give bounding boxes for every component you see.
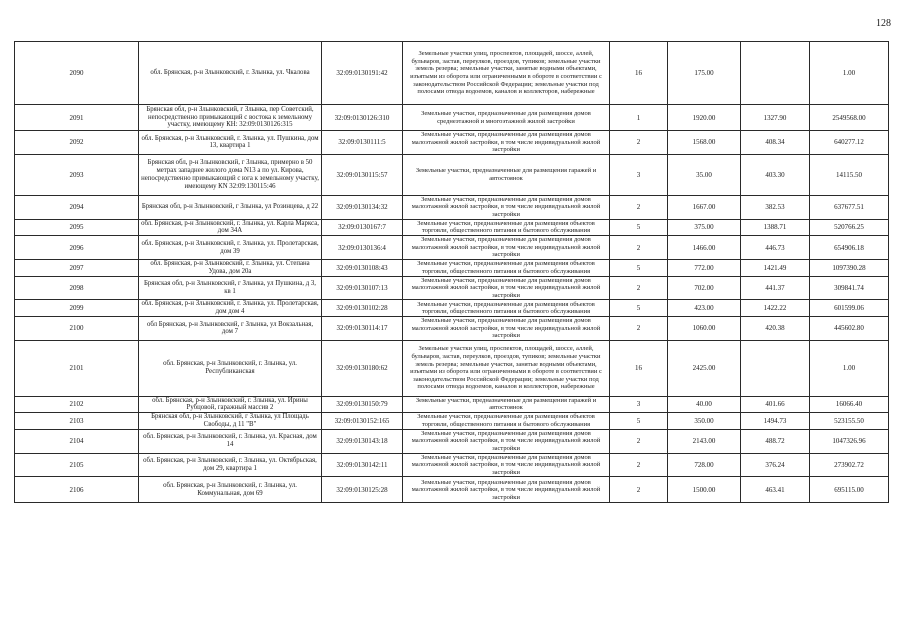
location-cell: обл. Брянская, р-н Злынковский, г. Злынка, ул. Республиканская — [139, 340, 322, 396]
rate-cell: 382.53 — [741, 195, 810, 219]
location-cell: обл. Брянская, р-н Злынковский, г. Злынка, ул. Красная, дом 14 — [139, 429, 322, 453]
row-number-cell: 2091 — [15, 105, 139, 131]
table-row — [15, 131, 889, 155]
area-cell: 350.00 — [668, 413, 741, 430]
land-use-cell: Земельные участки, предназначенные для размещения домов малоэтажной жилой застройки, в том числе индивидуальной жилой застройки — [403, 276, 610, 300]
area-cell: 175.00 — [668, 42, 741, 105]
group-cell: 5 — [610, 219, 668, 236]
cadastral-number-cell: 32:09:0130114:17 — [322, 316, 403, 340]
rate-cell — [741, 42, 810, 105]
cadastral-number-cell: 32:09:0130115:57 — [322, 154, 403, 195]
area-cell: 1060.00 — [668, 316, 741, 340]
cadastral-table — [14, 41, 889, 503]
cadastral-number-cell: 32:09:0130143:18 — [322, 429, 403, 453]
cadastral-value-cell: 695115.00 — [810, 477, 889, 503]
row-number-cell: 2106 — [15, 477, 139, 503]
row-number-cell: 2095 — [15, 219, 139, 236]
location-cell: Брянская обл, р-н Злынковский, г Злынка, ул Пушкина, д 3, кв 1 — [139, 276, 322, 300]
table-row — [15, 195, 889, 219]
page-number: 128 — [876, 18, 891, 29]
cadastral-value-cell: 2549568.00 — [810, 105, 889, 131]
cadastral-number-cell: 32:09:0130102:28 — [322, 300, 403, 317]
group-cell: 3 — [610, 396, 668, 413]
location-cell: обл. Брянская, р-н Злынковский, г. Злынка, ул. Октябрьская, дом 29, квартира 1 — [139, 453, 322, 477]
land-use-cell: Земельные участки улиц, проспектов, площадей, шоссе, аллей, бульваров, застав, переулков, проездов, тупиков; земельные участки земель резерва; земельные участки, занятые водными объектами, изъятыми из оборота или ограниченными в обороте в соответствии с законодательством Российской Федерации; земельные участки под полосами отвода водоемов, каналов и коллекторов, набережные — [403, 340, 610, 396]
table-row — [15, 340, 889, 396]
location-cell: Брянская обл, р-н Злынковский, г Злынка, примерно в 50 метрах западнее жилого дома N13 а по ул. Кирова, непосредственно примыкающий с юга к земельному участку, имеющему КN 32:09:130115:46 — [139, 154, 322, 195]
cadastral-number-cell: 32:09:0130111:5 — [322, 131, 403, 155]
area-cell: 1920.00 — [668, 105, 741, 131]
cadastral-number-cell: 32:09:0130152:165 — [322, 413, 403, 430]
area-cell: 728.00 — [668, 453, 741, 477]
land-use-cell: Земельные участки, предназначенные для размещения домов малоэтажной жилой застройки, в том числе индивидуальной жилой застройки — [403, 236, 610, 260]
group-cell: 5 — [610, 300, 668, 317]
row-number-cell: 2093 — [15, 154, 139, 195]
land-use-cell: Земельные участки, предназначенные для размещения объектов торговли, общественного питания и бытового обслуживания — [403, 413, 610, 430]
land-use-cell: Земельные участки, предназначенные для размещения гаражей и автостоянок — [403, 154, 610, 195]
rate-cell: 1422.22 — [741, 300, 810, 317]
area-cell: 2425.00 — [668, 340, 741, 396]
table-body — [15, 42, 889, 503]
cadastral-number-cell: 32:09:0130191:42 — [322, 42, 403, 105]
land-use-cell: Земельные участки улиц, проспектов, площадей, шоссе, аллей, бульваров, застав, переулков, проездов, тупиков; земельные участки земель резерва; земельные участки, занятые водными объектами, изъятыми из оборота или ограниченными в обороте в соответствии с законодательством Российской Федерации; земельные участки под полосами отвода водоемов, каналов и коллекторов, набережные — [403, 42, 610, 105]
rate-cell: 1388.71 — [741, 219, 810, 236]
row-number-cell: 2096 — [15, 236, 139, 260]
group-cell: 16 — [610, 42, 668, 105]
group-cell: 3 — [610, 154, 668, 195]
group-cell: 2 — [610, 453, 668, 477]
table-row — [15, 396, 889, 413]
table-row — [15, 453, 889, 477]
location-cell: обл. Брянская, р-н Злынковский, г. Злынка, ул. Чкалова — [139, 42, 322, 105]
table-row — [15, 219, 889, 236]
rate-cell: 420.38 — [741, 316, 810, 340]
cadastral-value-cell: 309841.74 — [810, 276, 889, 300]
location-cell: обл. Брянская, р-н Злынковский, г. Злынка, ул. Пролетарская, дом дом 4 — [139, 300, 322, 317]
area-cell: 1466.00 — [668, 236, 741, 260]
row-number-cell: 2099 — [15, 300, 139, 317]
group-cell: 5 — [610, 413, 668, 430]
group-cell: 1 — [610, 105, 668, 131]
rate-cell: 1421.49 — [741, 259, 810, 276]
table-row — [15, 276, 889, 300]
cadastral-value-cell: 654906.18 — [810, 236, 889, 260]
rate-cell: 488.72 — [741, 429, 810, 453]
cadastral-number-cell: 32:09:0130136:4 — [322, 236, 403, 260]
location-cell: обл. Брянская, р-н Злынковский, г. Злынка, ул. Карла Маркса, дом 34А — [139, 219, 322, 236]
cadastral-number-cell: 32:09:0130125:28 — [322, 477, 403, 503]
land-use-cell: Земельные участки, предназначенные для размещения домов малоэтажной жилой застройки, в том числе индивидуальной жилой застройки — [403, 316, 610, 340]
rate-cell: 408.34 — [741, 131, 810, 155]
land-use-cell: Земельные участки, предназначенные для размещения объектов торговли, общественного питания и бытового обслуживания — [403, 300, 610, 317]
rate-cell: 401.66 — [741, 396, 810, 413]
row-number-cell: 2104 — [15, 429, 139, 453]
rate-cell: 441.37 — [741, 276, 810, 300]
group-cell: 2 — [610, 236, 668, 260]
row-number-cell: 2103 — [15, 413, 139, 430]
location-cell: Брянская обл, р-н Злынковский, г Злынка, ул Площадь Свободы, д 11 "В" — [139, 413, 322, 430]
table-row — [15, 429, 889, 453]
area-cell: 1568.00 — [668, 131, 741, 155]
location-cell: Брянская обл, р-н Злынковский, г Злынка, пер Советский, непосредственно примыкающий с востока к земельному участку, имеющему КН: 32:09:0130126:315 — [139, 105, 322, 131]
cadastral-value-cell: 1.00 — [810, 340, 889, 396]
location-cell: Брянская обл, р-н Злынковский, г Злынка, ул Розинцева, д 22 — [139, 195, 322, 219]
land-use-cell: Земельные участки, предназначенные для размещения объектов торговли, общественного питания и бытового обслуживания — [403, 219, 610, 236]
table-row — [15, 42, 889, 105]
row-number-cell: 2092 — [15, 131, 139, 155]
cadastral-number-cell: 32:09:0130167:7 — [322, 219, 403, 236]
location-cell: обл. Брянская, р-н Злынковский, г. Злынка, ул. Пролетарская, дом 39 — [139, 236, 322, 260]
table-row — [15, 477, 889, 503]
area-cell: 423.00 — [668, 300, 741, 317]
group-cell: 2 — [610, 477, 668, 503]
cadastral-value-cell: 640277.12 — [810, 131, 889, 155]
cadastral-value-cell: 520766.25 — [810, 219, 889, 236]
land-use-cell: Земельные участки, предназначенные для размещения домов малоэтажной жилой застройки, в том числе индивидуальной жилой застройки — [403, 453, 610, 477]
area-cell: 772.00 — [668, 259, 741, 276]
cadastral-value-cell: 445602.80 — [810, 316, 889, 340]
cadastral-value-cell: 523155.50 — [810, 413, 889, 430]
land-use-cell: Земельные участки, предназначенные для размещения домов малоэтажной жилой застройки, в том числе индивидуальной жилой застройки — [403, 131, 610, 155]
group-cell: 2 — [610, 429, 668, 453]
cadastral-value-cell: 1097390.28 — [810, 259, 889, 276]
table-row — [15, 300, 889, 317]
location-cell: обл. Брянская, р-н Злынковский, г. Злынка, ул. Степана Удова, дом 20а — [139, 259, 322, 276]
row-number-cell: 2098 — [15, 276, 139, 300]
land-use-cell: Земельные участки, предназначенные для размещения домов среднеэтажной и многоэтажной жилой застройки — [403, 105, 610, 131]
row-number-cell: 2090 — [15, 42, 139, 105]
table-row — [15, 236, 889, 260]
rate-cell: 1327.90 — [741, 105, 810, 131]
area-cell: 375.00 — [668, 219, 741, 236]
cadastral-value-cell: 601599.06 — [810, 300, 889, 317]
area-cell: 35.00 — [668, 154, 741, 195]
row-number-cell: 2101 — [15, 340, 139, 396]
land-use-cell: Земельные участки, предназначенные для размещения объектов торговли, общественного питания и бытового обслуживания — [403, 259, 610, 276]
rate-cell: 403.30 — [741, 154, 810, 195]
cadastral-value-cell: 16066.40 — [810, 396, 889, 413]
cadastral-value-cell: 1.00 — [810, 42, 889, 105]
table-row — [15, 105, 889, 131]
area-cell: 1500.00 — [668, 477, 741, 503]
table-row — [15, 413, 889, 430]
land-use-cell: Земельные участки, предназначенные для размещения домов малоэтажной жилой застройки, в том числе индивидуальной жилой застройки — [403, 429, 610, 453]
cadastral-value-cell: 1047326.96 — [810, 429, 889, 453]
cadastral-number-cell: 32:09:0130107:13 — [322, 276, 403, 300]
group-cell: 16 — [610, 340, 668, 396]
cadastral-number-cell: 32:09:0130150:79 — [322, 396, 403, 413]
cadastral-value-cell: 273902.72 — [810, 453, 889, 477]
land-use-cell: Земельные участки, предназначенные для размещения гаражей и автостоянок — [403, 396, 610, 413]
row-number-cell: 2105 — [15, 453, 139, 477]
cadastral-number-cell: 32:09:0130134:32 — [322, 195, 403, 219]
location-cell: обл. Брянская, р-н Злынковский, г. Злынка, ул. Пушкина, дом 13, квартира 1 — [139, 131, 322, 155]
area-cell: 702.00 — [668, 276, 741, 300]
cadastral-value-cell: 637677.51 — [810, 195, 889, 219]
row-number-cell: 2094 — [15, 195, 139, 219]
row-number-cell: 2102 — [15, 396, 139, 413]
cadastral-number-cell: 32:09:0130126:310 — [322, 105, 403, 131]
rate-cell: 1494.73 — [741, 413, 810, 430]
location-cell: обл Брянская, р-н Злынковский, г Злынка, ул Вокзальная, дом 7 — [139, 316, 322, 340]
rate-cell: 446.73 — [741, 236, 810, 260]
table-row — [15, 316, 889, 340]
cadastral-value-cell: 14115.50 — [810, 154, 889, 195]
land-use-cell: Земельные участки, предназначенные для размещения домов малоэтажной жилой застройки, в том числе индивидуальной жилой застройки — [403, 195, 610, 219]
cadastral-number-cell: 32:09:0130108:43 — [322, 259, 403, 276]
group-cell: 2 — [610, 195, 668, 219]
row-number-cell: 2100 — [15, 316, 139, 340]
location-cell: обл. Брянская, р-н Злынковский, г. Злынка, ул. Ирины Рубцовой, гаражный массив 2 — [139, 396, 322, 413]
cadastral-number-cell: 32:09:0130142:11 — [322, 453, 403, 477]
location-cell: обл. Брянская, р-н Злынковский, г. Злынка, ул. Коммунальная, дом 69 — [139, 477, 322, 503]
land-use-cell: Земельные участки, предназначенные для размещения домов малоэтажной жилой застройки, в том числе индивидуальной жилой застройки — [403, 477, 610, 503]
group-cell: 2 — [610, 131, 668, 155]
table-row — [15, 259, 889, 276]
area-cell: 2143.00 — [668, 429, 741, 453]
rate-cell: 463.41 — [741, 477, 810, 503]
area-cell: 40.00 — [668, 396, 741, 413]
cadastral-number-cell: 32:09:0130180:62 — [322, 340, 403, 396]
group-cell: 2 — [610, 316, 668, 340]
table-row — [15, 154, 889, 195]
group-cell: 5 — [610, 259, 668, 276]
rate-cell — [741, 340, 810, 396]
row-number-cell: 2097 — [15, 259, 139, 276]
rate-cell: 376.24 — [741, 453, 810, 477]
group-cell: 2 — [610, 276, 668, 300]
area-cell: 1667.00 — [668, 195, 741, 219]
